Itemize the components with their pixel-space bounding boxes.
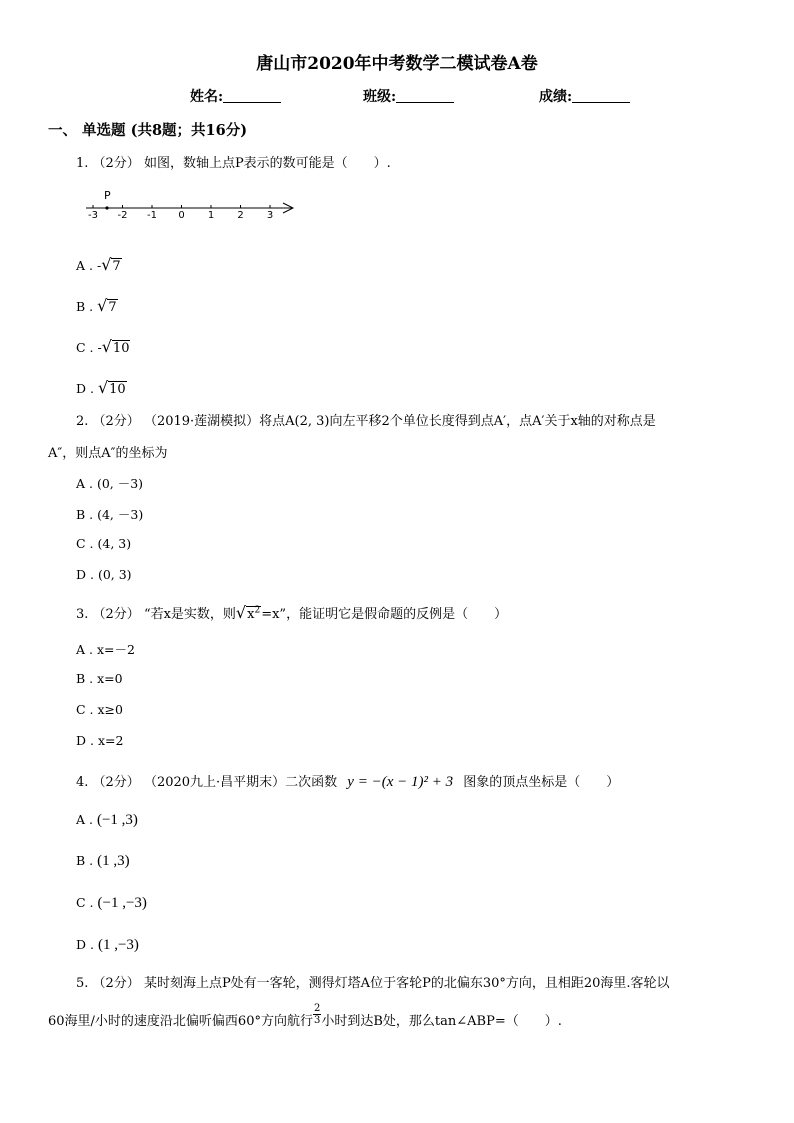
- class-field[interactable]: [363, 86, 454, 106]
- option-letter: C .: [76, 340, 98, 355]
- number-line-figure: [84, 186, 298, 220]
- sqrt-expression: √10: [101, 337, 130, 356]
- option-letter: A .: [76, 812, 97, 827]
- number-line-tick-label: 1: [207, 210, 215, 220]
- question-4-option-c[interactable]: [76, 895, 147, 912]
- option-letter: B .: [76, 853, 98, 868]
- question-2-option-c[interactable]: C . (4, 3): [76, 536, 132, 551]
- question-2-stem-line2: A″，则点A″的坐标为: [48, 446, 168, 461]
- page-title: 唐山市2020年中考数学二模试卷A卷: [256, 54, 538, 74]
- question-1-option-a[interactable]: [76, 255, 122, 274]
- number-line-tick-label: 3: [266, 210, 274, 220]
- question-5-stem-part1: 60海里/小时的速度沿北偏听偏西60°方向航行: [48, 1014, 313, 1029]
- question-4-option-a[interactable]: [76, 812, 138, 829]
- number-line-tick-label: -2: [117, 210, 128, 220]
- question-5-stem-part2: 小时到达B处，那么tan∠ABP=（ ）.: [321, 1014, 562, 1029]
- question-2-option-a[interactable]: A . (0, －3): [76, 476, 144, 491]
- sqrt-exponent: 2: [254, 605, 261, 616]
- name-label: 姓名:: [190, 89, 224, 105]
- number-line-tick-label: -3: [88, 210, 98, 220]
- fraction-two-thirds: [313, 1003, 321, 1026]
- question-4-option-b[interactable]: [76, 853, 130, 870]
- question-4-stem-part2: 图象的顶点坐标是（ ）: [463, 775, 620, 790]
- point-p-label: P: [104, 189, 111, 202]
- point-p-marker: [105, 206, 108, 209]
- quadratic-formula: y = −(x − 1)² + 3: [347, 774, 454, 790]
- question-3-option-d[interactable]: D . x=2: [76, 733, 124, 748]
- class-blank[interactable]: [396, 89, 454, 103]
- option-value: (−1 ,3): [96, 812, 138, 828]
- question-1-option-c[interactable]: [76, 337, 130, 356]
- sqrt-expression: √7: [101, 255, 121, 274]
- question-4-option-d[interactable]: [76, 937, 139, 954]
- question-4-stem: [76, 771, 619, 791]
- question-3-stem: [76, 603, 507, 622]
- question-3-option-b[interactable]: B . x=0: [76, 671, 123, 686]
- question-5-stem-line2: [48, 1003, 562, 1033]
- sqrt-expression: √10: [97, 378, 126, 397]
- option-sign: -: [97, 340, 102, 355]
- sqrt-radicand: x: [247, 607, 255, 622]
- fraction-denominator: 3: [313, 1015, 321, 1026]
- sqrt-expression: $√x^2$: [235, 603, 261, 622]
- number-line-tick-label: 0: [178, 210, 185, 220]
- option-letter: D .: [76, 381, 98, 396]
- question-4-stem-part1: 4. （2分） （2020九上·昌平期末）二次函数: [76, 775, 338, 790]
- score-label: 成绩:: [539, 89, 573, 105]
- number-line-tick-label: -1: [147, 210, 157, 220]
- option-value: (1 ,−3): [97, 937, 139, 953]
- number-line-ticks: [88, 205, 273, 220]
- question-1-option-b[interactable]: [76, 296, 118, 315]
- question-3-stem-part2: =x”，能证明它是假命题的反例是（ ）: [261, 607, 508, 622]
- question-2-option-b[interactable]: B . (4, －3): [76, 507, 144, 522]
- score-field[interactable]: [539, 86, 630, 106]
- name-field[interactable]: [190, 86, 281, 106]
- name-blank[interactable]: [223, 89, 281, 103]
- question-3-option-a[interactable]: A . x=－2: [76, 642, 135, 657]
- number-line-tick-label: 2: [237, 210, 244, 220]
- question-2-stem-line1: 2. （2分） （2019·莲湖模拟）将点A(2, 3)向左平移2个单位长度得到点A′，点A′关于x轴的对称点是: [76, 414, 656, 429]
- option-letter: B .: [76, 299, 98, 314]
- score-blank[interactable]: [572, 89, 630, 103]
- question-1-option-d[interactable]: [76, 378, 127, 397]
- question-1-stem: 1. （2分） 如图，数轴上点P表示的数可能是（ ）.: [76, 156, 391, 171]
- section-heading: 一、 单选题 (共8题；共16分): [48, 122, 248, 139]
- option-letter: A .: [76, 258, 97, 273]
- option-value: (1 ,3): [97, 853, 130, 869]
- question-3-option-c[interactable]: C . x≥0: [76, 702, 123, 717]
- fraction-numerator: 2: [313, 1003, 321, 1014]
- option-value: (−1 ,−3): [97, 895, 147, 911]
- option-letter: D .: [76, 937, 98, 952]
- class-label: 班级:: [363, 89, 397, 105]
- question-5-stem-line1: 5. （2分） 某时刻海上点P处有一客轮，测得灯塔A位于客轮P的北偏东30°方向，且相距20海里.客轮以: [76, 976, 670, 991]
- question-2-option-d[interactable]: D . (0, 3): [76, 567, 132, 582]
- option-letter: C .: [76, 895, 98, 910]
- sqrt-expression: √7: [97, 296, 117, 315]
- option-sign: -: [96, 258, 102, 273]
- question-3-stem-part1: 3. （2分） “若x是实数，则: [76, 607, 236, 622]
